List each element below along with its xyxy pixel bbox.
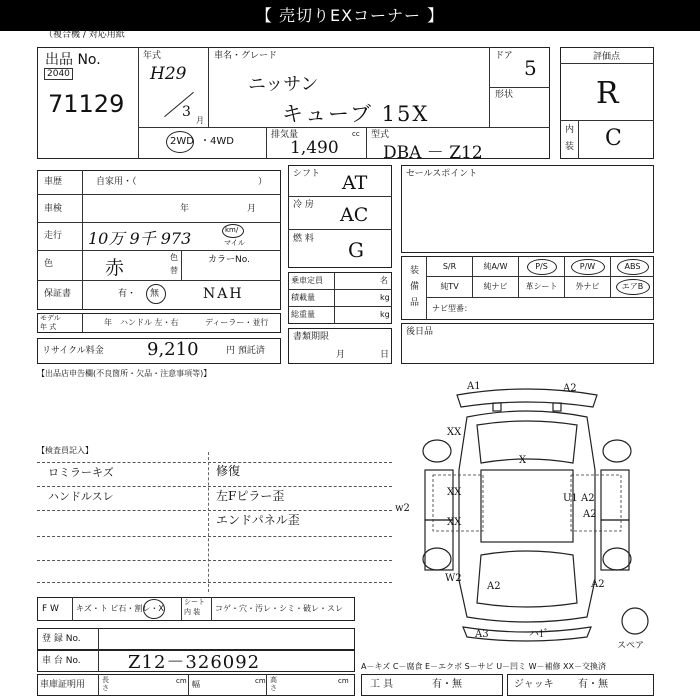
mileage-unit: マイル xyxy=(224,239,245,247)
car-damage-diagram xyxy=(395,375,660,660)
cert-cm-1: cm xyxy=(176,677,187,685)
cert-cm-2: cm xyxy=(255,677,266,685)
mileage-value: 10万 9千 973 xyxy=(88,229,192,248)
handle-options: ハンドル 左・右 xyxy=(120,318,179,327)
lot-label: 出品 No. xyxy=(45,52,101,68)
inspection-year: 年 xyxy=(180,204,190,214)
cert-label: 車庫証明用 xyxy=(40,680,86,690)
seat-label-1: シート xyxy=(184,598,205,606)
history-value: 自家用・（ xyxy=(96,177,137,187)
cert-height: 高さ xyxy=(270,676,277,692)
body-shape-label: 形状 xyxy=(495,90,514,100)
registration-label: 登 録 No. xyxy=(42,634,81,644)
fw-items-2: コゲ・穴・汚レ・シミ・破レ・スレ xyxy=(215,604,343,613)
registration-row xyxy=(37,628,355,650)
mark-a2-rear-l: A2 xyxy=(487,581,501,592)
mark-xx-door-2: XX xyxy=(447,517,462,528)
model-code-label: 型式 xyxy=(371,130,390,140)
eq-sr: S/R xyxy=(442,262,457,271)
lot-stamp: 2040 xyxy=(44,68,73,80)
lot-number: 71129 xyxy=(48,90,125,118)
equipment-label-1: 備 xyxy=(410,282,420,292)
docs-deadline-day: 日 xyxy=(380,350,390,360)
weight-label: 総重量 xyxy=(291,310,315,319)
history-label: 車歴 xyxy=(44,177,63,187)
banner-title: 【 売切りEXコーナー 】 xyxy=(0,0,700,31)
mark-w2-rear: W2 xyxy=(445,573,462,584)
mileage-label: 走行 xyxy=(44,231,63,241)
eq-ps: P/S xyxy=(535,262,548,271)
chassis-label: 車 台 No. xyxy=(42,656,81,666)
color-change-2: 替 xyxy=(170,266,178,275)
model-year-label: 年 式 xyxy=(40,323,57,331)
top-note: （複合機 / 対応用紙 xyxy=(44,30,125,40)
jack-value: 有・無 xyxy=(578,679,608,690)
rear-seat-label: 後日品 xyxy=(406,327,434,337)
drive-2wd: 2WD xyxy=(170,136,194,147)
car-name-label: 車名・グレード xyxy=(214,51,278,61)
mark-xx-left: XX xyxy=(447,427,462,438)
docs-deadline-month: 月 xyxy=(336,350,346,360)
inspector-label: 【検査員記入】 xyxy=(37,446,93,455)
capacity-label: 乗車定員 xyxy=(291,276,323,285)
year-month: 3 xyxy=(182,104,191,120)
warranty-hw: NAH xyxy=(203,286,244,302)
year-label: 年式 xyxy=(143,51,162,61)
grade-value: R xyxy=(596,76,619,111)
mark-a1-top: A1 xyxy=(467,381,481,392)
cert-width: 幅 xyxy=(192,680,200,689)
mileage-note: km/ xyxy=(225,226,239,234)
note-left-1: ロミラーキズ xyxy=(48,466,114,479)
damage-legend: A－キズ C－腐食 E－エクボ S－サビ U－凹ミ W－補修 XX－交換済 xyxy=(361,662,607,671)
equipment-label-0: 装 xyxy=(410,266,420,276)
drive-4wd: ・4WD xyxy=(200,136,234,147)
doors-value: 5 xyxy=(524,56,537,80)
model-code-value: DBA － Z12 xyxy=(383,143,483,163)
shift-value: AT xyxy=(342,172,368,194)
load-unit: kg xyxy=(380,293,390,302)
spare-label: スペア xyxy=(617,641,645,651)
fuel-value: G xyxy=(348,238,364,262)
jack-label: ジャッキ xyxy=(514,679,554,690)
mark-x-roof: X xyxy=(519,455,527,466)
fuel-label: 燃 料 xyxy=(293,234,314,244)
nav-type-label: ナビ型番： xyxy=(432,304,472,313)
eq-alloy: 純A/W xyxy=(483,262,508,271)
warranty-label: 保証書 xyxy=(44,289,72,299)
ac-label: 冷 房 xyxy=(293,200,314,210)
year-era: H29 xyxy=(150,64,187,84)
eq-pw: P/W xyxy=(579,262,596,271)
capacity-unit: 名 xyxy=(380,276,388,285)
note-right-3: エンドパネル歪 xyxy=(216,513,300,527)
doors-label: ドア xyxy=(495,51,513,61)
seat-label-2: 内 装 xyxy=(184,608,201,616)
inspection-month: 月 xyxy=(247,204,257,214)
dealer-options: ディーラー・並行 xyxy=(205,318,269,327)
mark-a2-top: A2 xyxy=(563,383,577,394)
mark-a2-rear-r: A2 xyxy=(591,579,605,590)
displacement-unit: cc xyxy=(352,130,360,138)
chassis-value: Z12－326092 xyxy=(128,652,261,673)
ac-value: AC xyxy=(340,204,369,226)
color-change-1: 色 xyxy=(170,253,178,262)
mark-u1a2: U1 A2 xyxy=(563,493,595,504)
recycle-value: 9,210 xyxy=(147,339,199,360)
car-maker: ニッサン xyxy=(248,74,319,95)
load-label: 積載量 xyxy=(291,293,315,302)
warranty-options: 有・ xyxy=(118,289,137,299)
warranty-none: 無 xyxy=(150,289,160,299)
month-unit: 月 xyxy=(196,116,204,125)
model-year-unit: 年 xyxy=(104,318,112,327)
color-value: 赤 xyxy=(105,257,125,279)
store-notice: 【出品店申告欄(不良箇所・欠品・注意事項等)】 xyxy=(37,369,212,378)
displacement-label: 排気量 xyxy=(271,130,299,140)
eq-ext-navi: 外ナビ xyxy=(575,282,600,291)
tools-value: 有・無 xyxy=(432,679,462,690)
eq-navi: 純ナビ xyxy=(483,282,508,291)
rear-seat-block xyxy=(401,323,654,364)
note-right-2: 左Fピラー歪 xyxy=(216,489,285,503)
history-close: ） xyxy=(258,177,268,187)
mark-halt: ハ1ﾞ xyxy=(529,629,549,640)
displacement-value: 1,490 xyxy=(290,138,339,158)
fw-items: キズ・ト ビ石・割レ・X xyxy=(76,604,164,613)
sales-point-label: セールスポイント xyxy=(406,169,478,179)
eq-airbag: エアB xyxy=(621,282,644,291)
fw-label: F W xyxy=(42,604,59,614)
color-no-label: カラーNo. xyxy=(208,255,250,265)
recycle-unit: 円 預託済 xyxy=(226,346,265,356)
mark-a2-right: A2 xyxy=(583,509,597,520)
equipment-label-2: 品 xyxy=(410,298,420,308)
car-model: キューブ 15X xyxy=(282,102,430,126)
interior-label-1: 内 xyxy=(565,125,575,135)
mark-w2-side: w2 xyxy=(395,503,410,514)
note-right-1: 修復 xyxy=(216,464,241,478)
color-label: 色 xyxy=(44,259,54,269)
docs-deadline-label: 書類期限 xyxy=(293,332,330,342)
model-label: モデル xyxy=(40,314,61,322)
interior-label-2: 装 xyxy=(565,142,575,152)
eq-tv: 純TV xyxy=(440,282,459,291)
eq-abs: ABS xyxy=(624,262,641,271)
inspection-label: 車検 xyxy=(44,204,63,214)
eq-leather: 革シート xyxy=(525,282,558,291)
cert-length: 長さ xyxy=(102,676,109,692)
cert-cm-3: cm xyxy=(338,677,349,685)
mark-a3: A3 xyxy=(475,629,489,640)
grade-label: 評価点 xyxy=(593,52,621,62)
recycle-label: リサイクル料金 xyxy=(42,346,104,356)
weight-unit: kg xyxy=(380,310,390,319)
note-left-2: ハンドルスレ xyxy=(48,490,114,503)
interior-value: C xyxy=(605,126,622,151)
mark-xx-door-1: XX xyxy=(447,487,462,498)
shift-label: シフト xyxy=(293,169,321,179)
tools-label: 工 具 xyxy=(370,679,394,690)
